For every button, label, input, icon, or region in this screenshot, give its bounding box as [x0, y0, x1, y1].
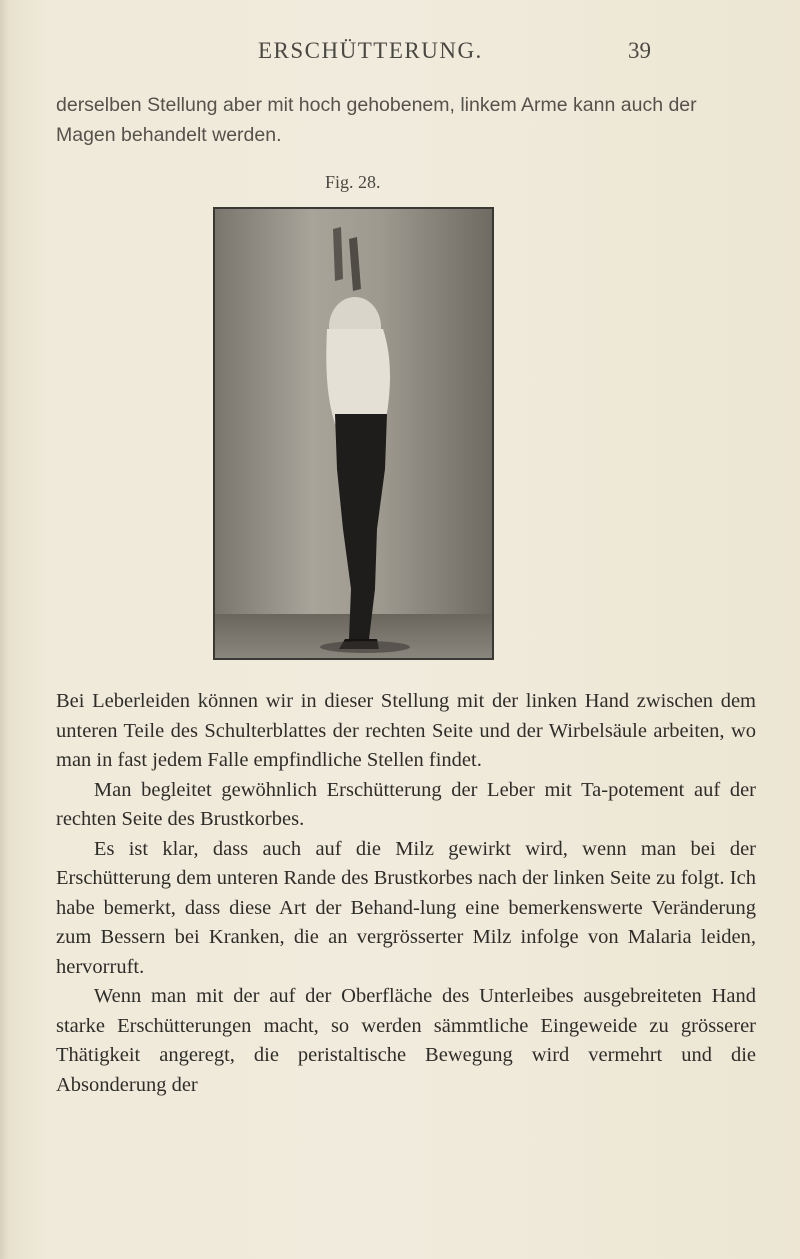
- photo-illustration: [215, 209, 492, 658]
- page-number: 39: [628, 38, 651, 63]
- paragraph-1: Bei Leberleiden können wir in dieser Stellung mit der linken Hand zwischen dem unteren Teile des Schulterblattes der rechten Seite und der Wirbelsäule arbeiten, wo man in fast jedem Falle empfindliche Stellen findet.: [56, 690, 756, 771]
- running-title: ERSCHÜTTERUNG.: [258, 38, 483, 63]
- figure-caption: Fig. 28.: [325, 172, 381, 192]
- binding-edge: [0, 0, 10, 1259]
- paragraph-4: Wenn man mit der auf der Oberfläche des Unterleibes ausgebreiteten Hand starke Erschütterungen macht, so werden sämmtliche Eingeweide zu grösserer Thätigkeit angeregt, die peristaltische Bewegung wird vermehrt und die Absonderung der: [56, 985, 756, 1096]
- figure-photograph: [213, 207, 494, 660]
- paragraph-3: Es ist klar, dass auch auf die Milz gewirkt wird, wenn man bei der Erschütterung dem unteren Rande des Brustkorbes nach der linken Seite zu folgt. Ich habe bemerkt, dass diese Art der Behand-lung eine bemerkenswerte Veränderung zum Bessern bei Kranken, die an vergrösserter Milz infolge von Malaria leiden, hervorruft.: [56, 837, 756, 978]
- page-header: [0, 38, 800, 68]
- intro-paragraph: derselben Stellung aber mit hoch gehobenem, linkem Arme kann auch der Magen behandelt werden.: [56, 94, 697, 146]
- body-text: [56, 687, 756, 1100]
- paragraph-2: Man begleitet gewöhnlich Erschütterung der Leber mit Ta-potement auf der rechten Seite des Brustkorbes.: [56, 778, 756, 830]
